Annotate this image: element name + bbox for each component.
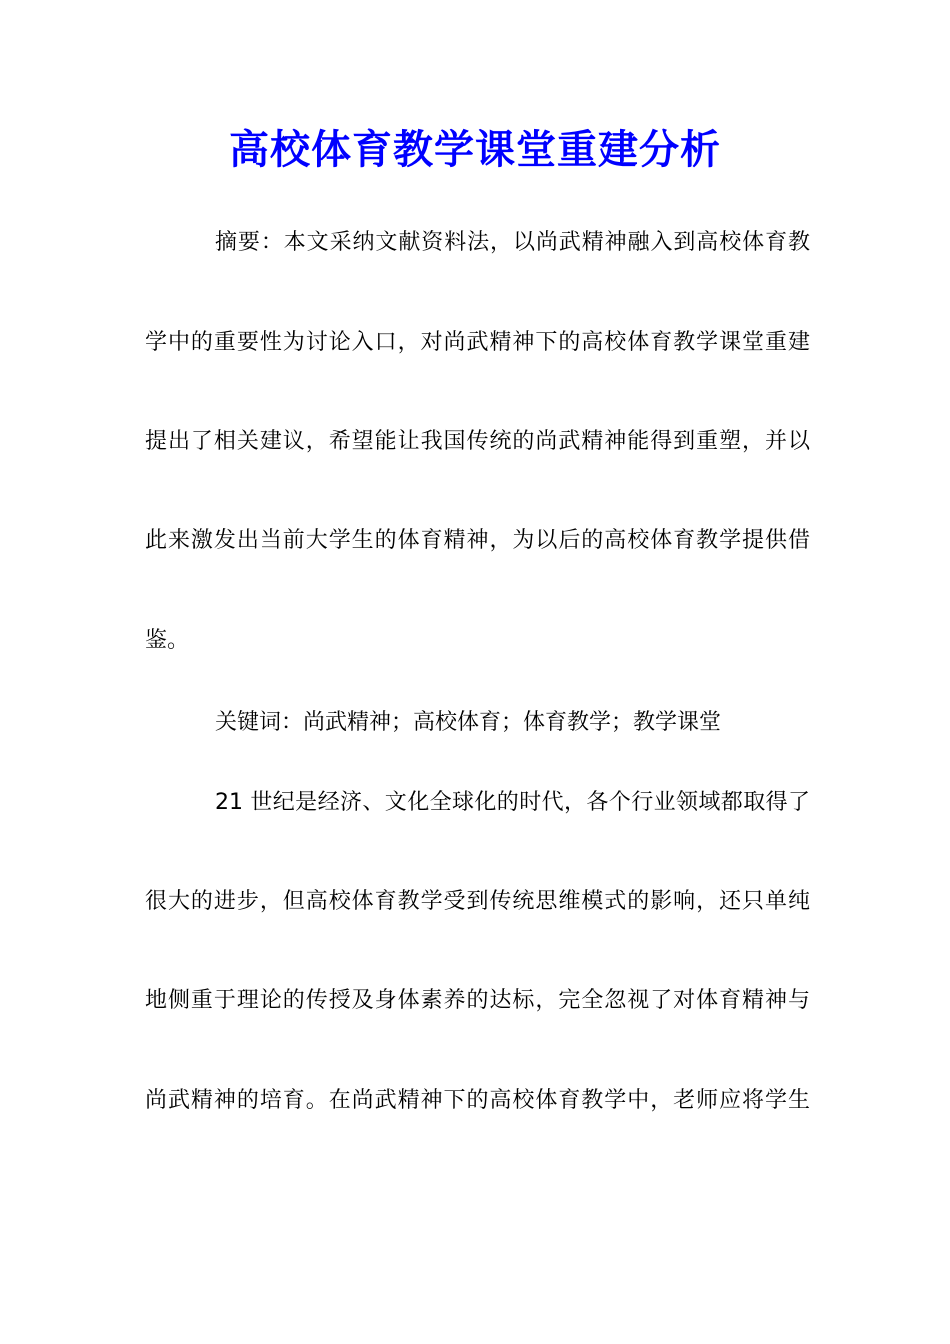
body-line-1: 21 世纪是经济、文化全球化的时代，各个行业领域都取得了	[215, 790, 810, 815]
body-line-2: 很大的进步，但高校体育教学受到传统思维模式的影响，还只单纯	[145, 889, 810, 914]
abstract-line-2: 学中的重要性为讨论入口，对尚武精神下的高校体育教学课堂重建	[145, 330, 810, 355]
abstract-line-5: 鉴。	[145, 628, 190, 653]
body-line-3: 地侧重于理论的传授及身体素养的达标，完全忽视了对体育精神与	[145, 988, 810, 1013]
abstract-line-4: 此来激发出当前大学生的体育精神，为以后的高校体育教学提供借	[145, 528, 810, 553]
abstract-line-3: 提出了相关建议，希望能让我国传统的尚武精神能得到重塑，并以	[145, 429, 810, 454]
body-line-4: 尚武精神的培育。在尚武精神下的高校体育教学中，老师应将学生	[145, 1088, 810, 1113]
keywords-line: 关键词：尚武精神；高校体育；体育教学；教学课堂	[215, 710, 722, 735]
document-title: 高校体育教学课堂重建分析	[229, 126, 721, 173]
abstract-line-1: 摘要：本文采纳文献资料法，以尚武精神融入到高校体育教	[215, 230, 810, 255]
